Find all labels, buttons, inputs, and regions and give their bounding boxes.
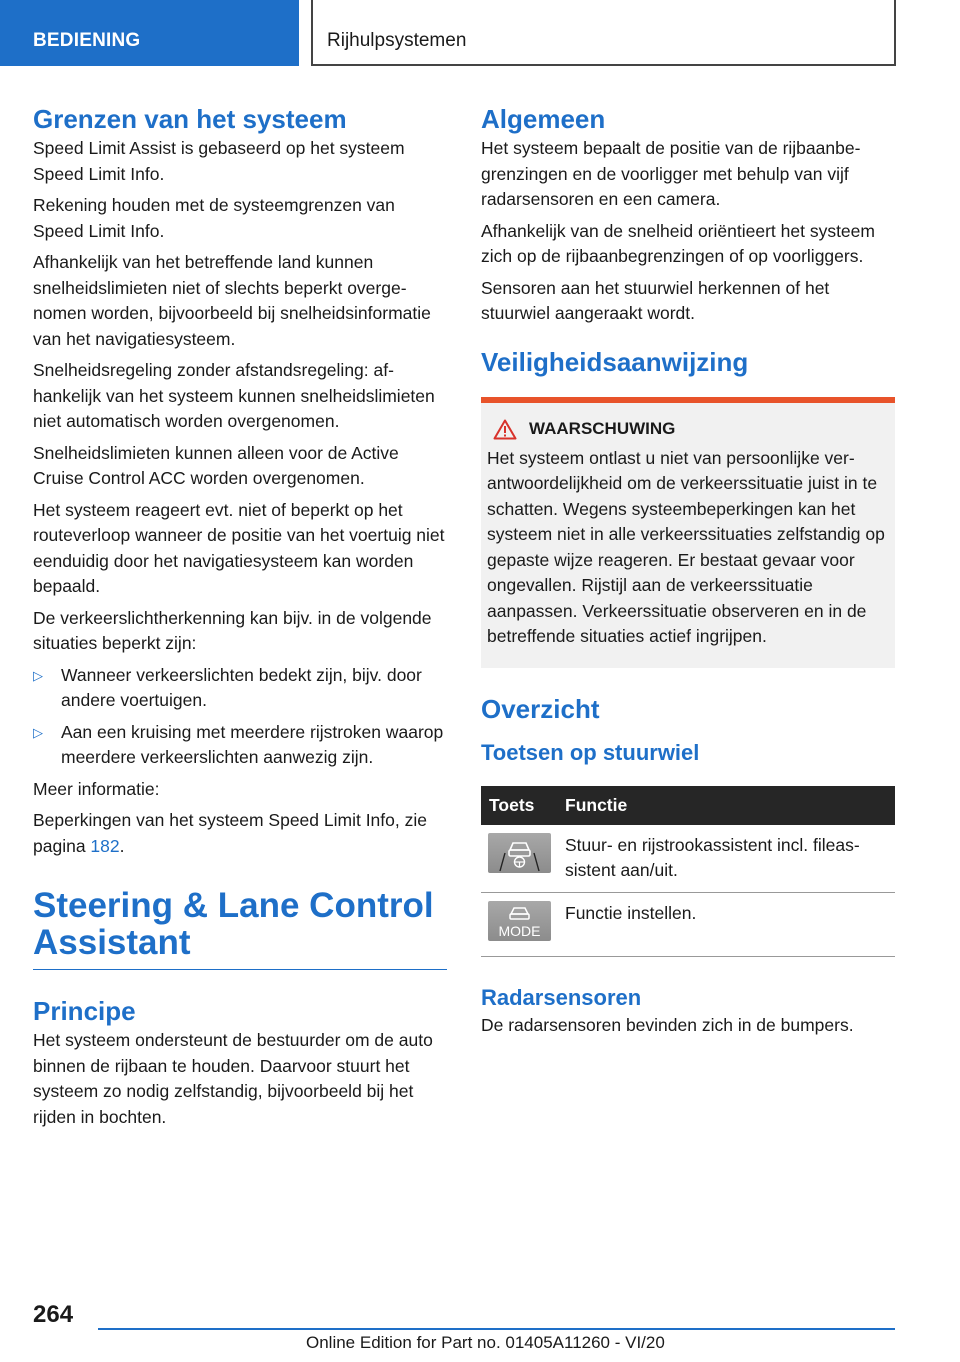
lane-assist-icon	[488, 833, 551, 873]
grenzen-paragraph: Het systeem reageert evt. niet of beperkt op het routeverloop wanneer de positie van het voertuig niet eenduidig door het navigatiesysteem kan worden bepaald.	[33, 499, 445, 596]
beperkingen-reference	[33, 808, 447, 859]
list-item-text: Aan een kruising met meerdere rijstroken waarop meerdere verkeerslichten aanwezig zijn.	[61, 721, 444, 767]
principe-paragraph: Het systeem ondersteunt de bestuurder om de auto binnen de rijbaan te houden. Daarvoor stuurt het systeem zo nodig zelfstandig, bijvoorbeeld bij het rijden in bochten.	[33, 1030, 433, 1127]
grenzen-paragraph: De verkeerslichtherkenning kan bijv. in de volgende situaties beperkt zijn:	[33, 607, 432, 653]
table-header-row	[481, 786, 895, 825]
mode-icon-label: MODE	[498, 922, 541, 939]
veiligheid-heading: Veiligheidsaanwijzing	[481, 346, 749, 377]
table-row	[481, 892, 895, 957]
key-cell	[481, 825, 557, 893]
grenzen-paragraph: Snelheidslimieten kunnen alleen voor de Active Cruise Control ACC worden overgenomen.	[33, 442, 399, 488]
overzicht-heading: Overzicht	[481, 693, 600, 724]
beperkingen-text: Beperkingen van het systeem Speed Limit Info, zie pagina	[33, 810, 427, 856]
warning-header	[493, 419, 889, 440]
beperkingen-end: .	[119, 835, 125, 856]
list-item-text: Wanneer verkeerslichten bedekt zijn, bijv. door andere voertuigen.	[61, 664, 422, 710]
grenzen-paragraph: Rekening houden met de systeemgrenzen van Speed Limit Info.	[33, 195, 395, 241]
edition-text: Online Edition for Part no. 01405A11260 - VI/20	[306, 1333, 665, 1352]
left-column	[33, 102, 447, 1136]
page-number: 264	[33, 1301, 74, 1328]
principe-heading: Principe	[33, 996, 136, 1026]
right-column	[481, 102, 895, 1045]
warning-label: WAARSCHUWING	[529, 419, 676, 438]
radar-heading: Radarsensoren	[481, 985, 642, 1010]
column-header-toets: Toets	[481, 786, 557, 825]
warning-box	[481, 397, 895, 668]
grenzen-paragraph: Snelheidsregeling zonder afstandsregeling: afhankelijk van het systeem kunnen snelheidslimieten niet automatisch worden overgenomen.	[33, 360, 435, 431]
chapter-tab	[311, 0, 896, 66]
column-header-functie: Functie	[557, 786, 895, 825]
section-title: BEDIENING	[33, 30, 141, 51]
algemeen-heading: Algemeen	[481, 104, 606, 134]
lane-assist-button[interactable]	[488, 833, 551, 873]
table-row	[481, 825, 895, 893]
list-item	[33, 720, 447, 771]
meer-informatie: Meer informatie:	[33, 778, 160, 799]
keys-table	[481, 786, 895, 958]
chapter-title: Rijhulpsystemen	[327, 30, 467, 51]
grenzen-paragraph: Speed Limit Assist is gebaseerd op het systeem Speed Limit Info.	[33, 138, 405, 184]
toetsen-heading: Toetsen op stuurwiel	[481, 739, 700, 765]
section-tab	[0, 0, 299, 66]
bullet-triangle-icon: ▷	[33, 724, 43, 740]
functie-cell: Functie instellen.	[557, 892, 895, 957]
warning-text: Het systeem ontlast u niet van persoonlijke verantwoordelijkheid om de verkeerssituatie juist in te schatten. Wegens systeembeperkingen kan het systeem niet in alle verkeerssituaties zelfstandig op gepaste wijze reageren. Er bestaat gevaar voor ongevallen. Rijstijl aan de verkeerssituatie aanpassen. Verkeerssituatie observeren en in de betreffende situaties actief ingrijpen.	[487, 447, 885, 646]
functie-cell: Stuur- en rijstrookassistent incl. fileassistent aan/uit.	[557, 825, 895, 893]
key-cell	[481, 892, 557, 957]
grenzen-heading: Grenzen van het systeem	[33, 104, 347, 134]
algemeen-paragraph: Het systeem bepaalt de positie van de rijbaanbegrenzingen en de voorligger met behulp van vijf radarsensoren en een camera.	[481, 138, 861, 209]
page-link[interactable]: 182	[90, 835, 120, 856]
bullet-triangle-icon: ▷	[33, 667, 43, 683]
radar-paragraph: De radarsensoren bevinden zich in de bumpers.	[481, 1015, 854, 1035]
main-title: Steering & Lane Control Assistant	[33, 887, 447, 970]
grenzen-paragraph: Afhankelijk van het betreffende land kunnen snelheidslimieten niet of slechts beperkt overgenomen worden, bijvoorbeeld bij snelheidsinformatie van het navigatiesysteem.	[33, 252, 431, 349]
algemeen-paragraph: Sensoren aan het stuurwiel herkennen of het stuurwiel aangeraakt wordt.	[481, 277, 830, 323]
algemeen-paragraph: Afhankelijk van de snelheid oriëntieert het systeem zich op de rijbaanbegrenzingen of op voorliggers.	[481, 220, 875, 266]
warning-triangle-icon	[493, 419, 517, 440]
footer-divider	[98, 1328, 895, 1330]
mode-button[interactable]	[488, 901, 551, 941]
list-item	[33, 663, 447, 714]
mode-icon	[488, 901, 551, 941]
